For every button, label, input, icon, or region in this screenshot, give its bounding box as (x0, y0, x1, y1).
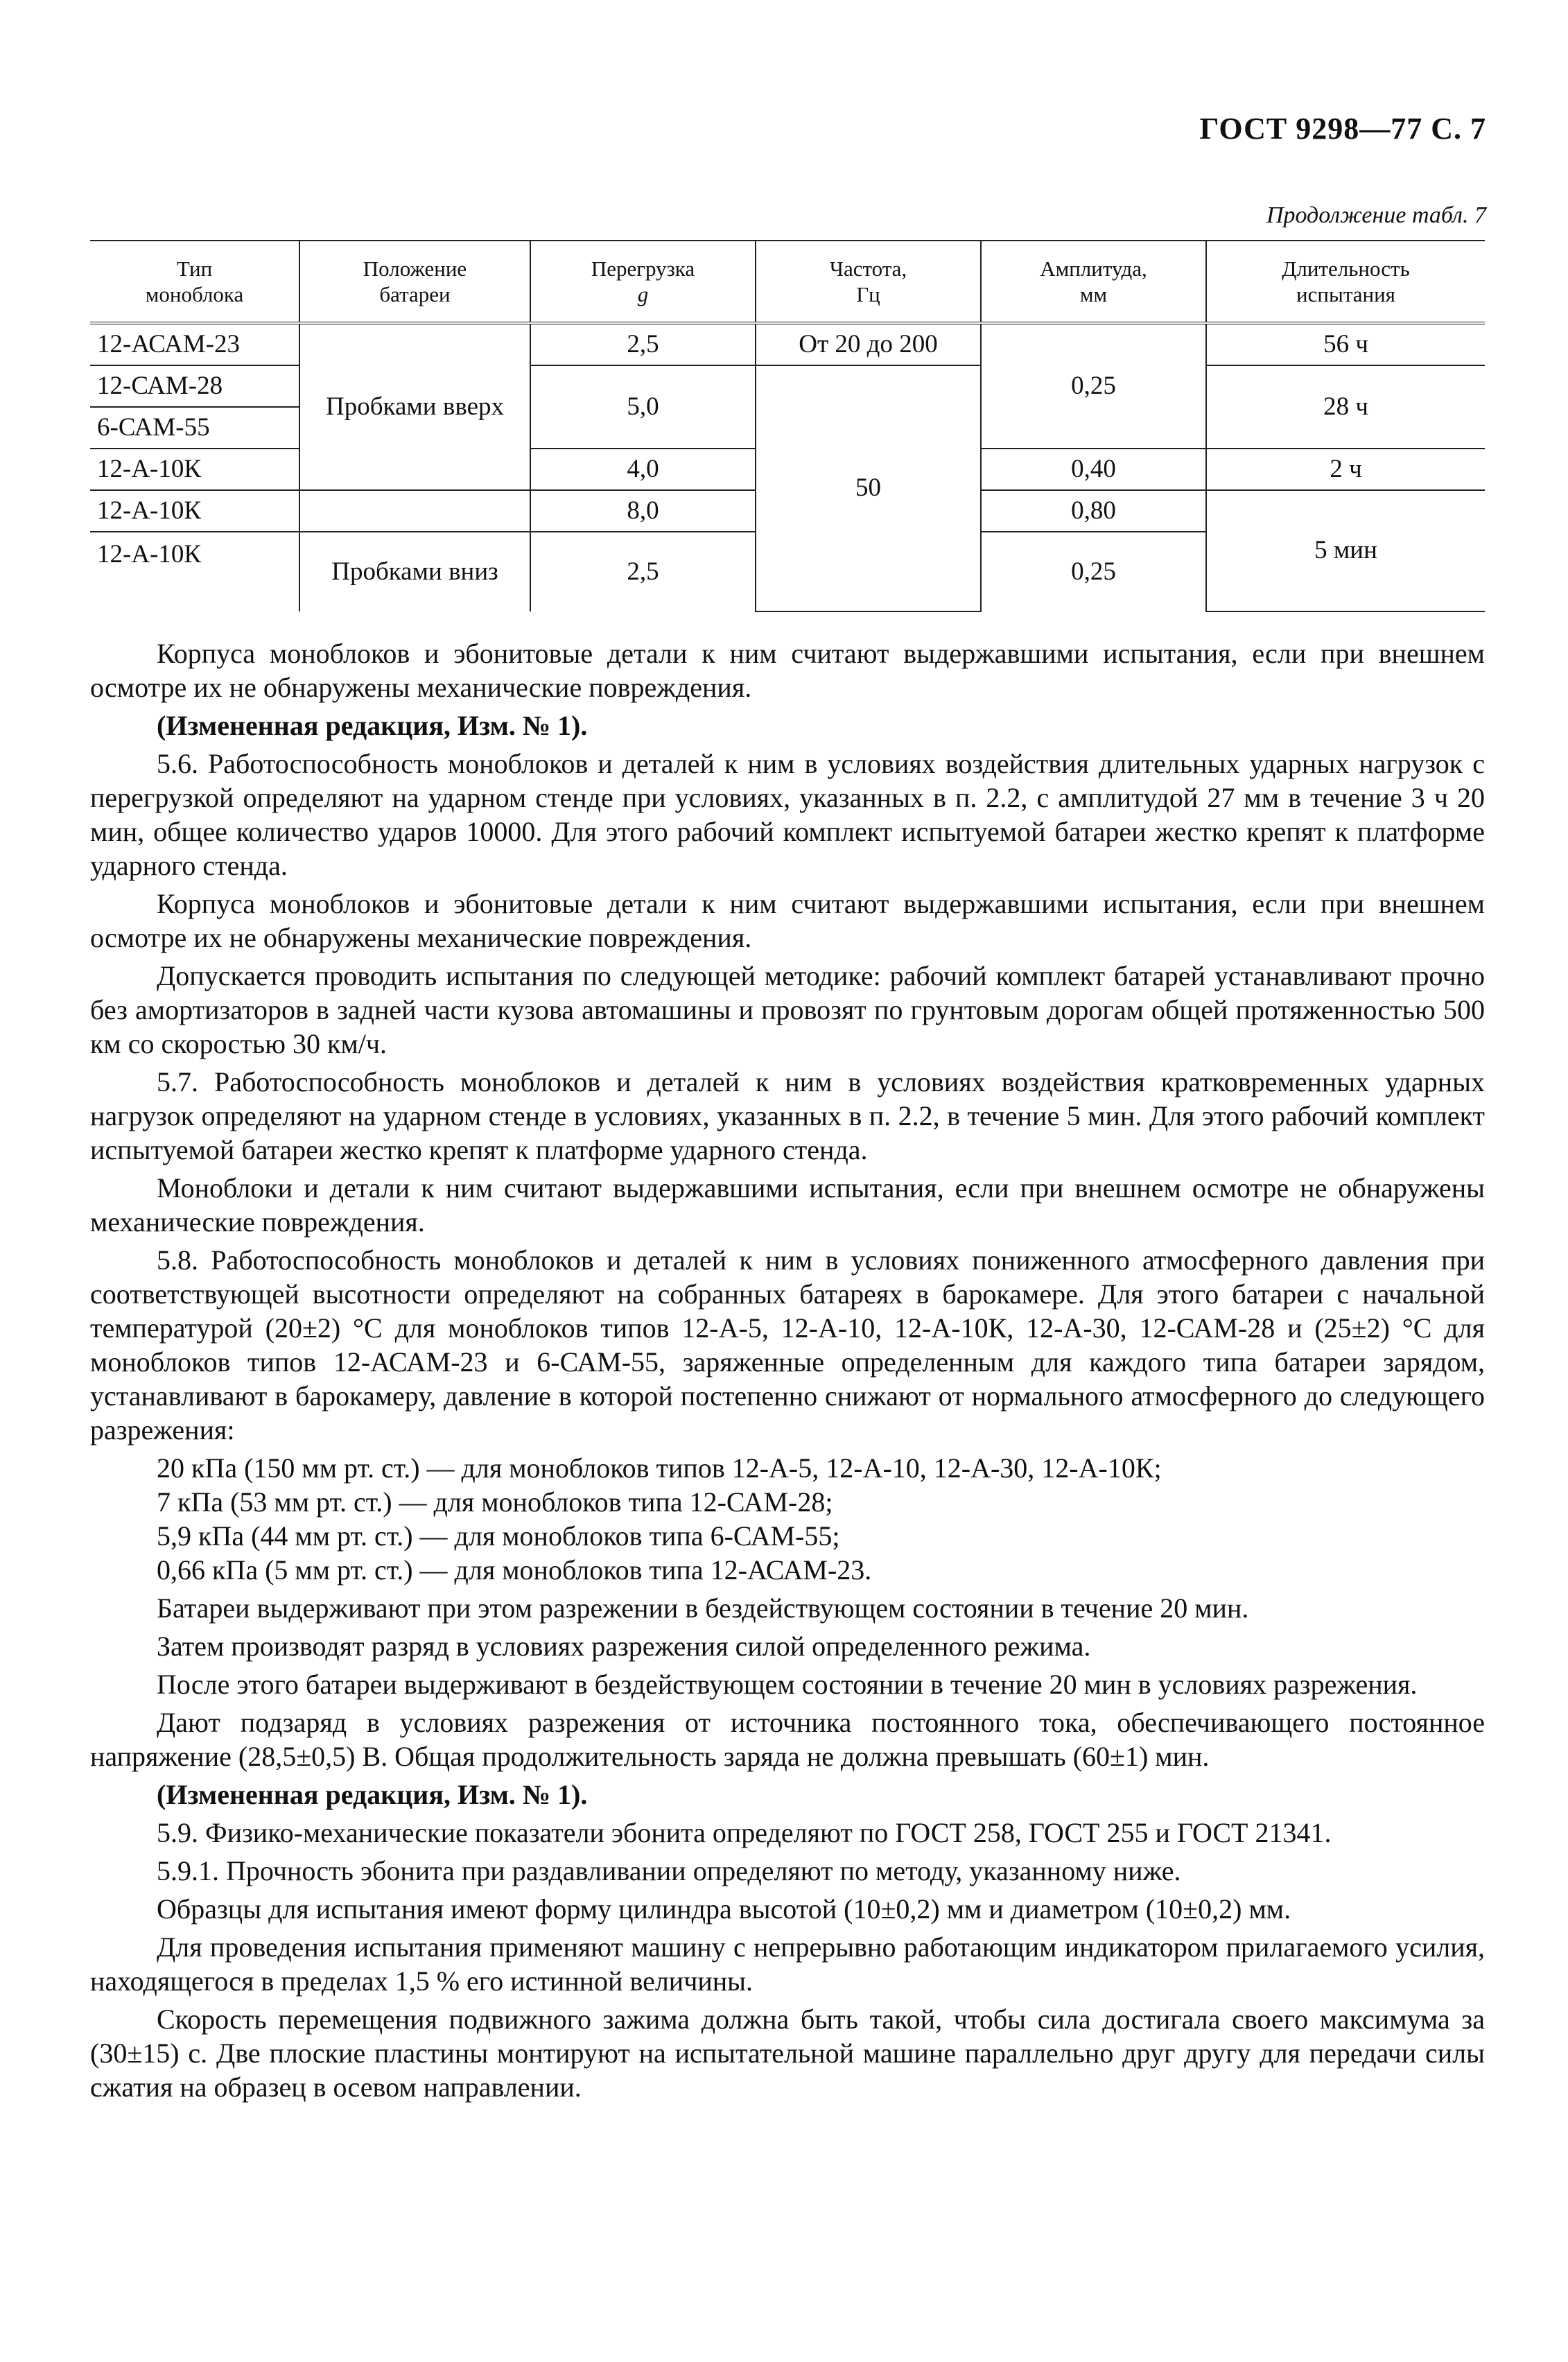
cell-overload: 8,0 (530, 490, 756, 532)
cell-frequency: От 20 до 200 (756, 323, 981, 365)
cell-overload: 2,5 (530, 323, 756, 365)
cell-overload: 5,0 (530, 365, 756, 449)
paragraph: Корпуса моноблоков и эбонитовые детали к ним считают выдержавшими испытания, если при внешнем осмотре их не обнаружены механические повреждения. (90, 888, 1485, 953)
cell-type: 6-САМ-55 (90, 407, 299, 449)
paragraph: Допускается проводить испытания по следующей методике: рабочий комплект батарей устанавливают прочно без амортизаторов в задней части кузова автомашины и провозят по грунтовым дорогам общей протяженностью 500 км со скоростью 30 км/ч. (90, 960, 1485, 1059)
cell-position-empty (299, 490, 530, 532)
paragraph: Затем производят разряд в условиях разрежения силой определенного режима. (157, 1631, 1091, 1662)
paragraph: 5.7. Работоспособность моноблоков и деталей к ним в условиях воздействия кратковременных ударных нагрузок определяют на ударном стенде в условиях, указанных в п. 2.2, в течение 5 мин. Для этого рабочий комплект испытуемой батареи жестко крепят к платформе ударного стенда. (90, 1066, 1485, 1165)
cell-frequency: 50 (756, 365, 981, 611)
col-header-duration: Длительность испытания (1206, 241, 1485, 323)
amendment-note: (Измененная редакция, Изм. № 1). (157, 710, 588, 741)
cell-overload: 2,5 (530, 532, 756, 611)
cell-position: Пробками вниз (299, 532, 530, 611)
paragraph: Моноблоки и детали к ним считают выдержавшими испытания, если при внешнем осмотре не обнаружены механические повреждения. (90, 1172, 1485, 1238)
list-item: 20 кПа (150 мм рт. ст.) — для моноблоков типов 12-А-5, 12-А-10, 12-А-30, 12-А-10К; (157, 1452, 1162, 1484)
paragraph: Скорость перемещения подвижного зажима должна быть такой, чтобы сила достигала своего максимума за (30±15) с. Две плоские пластины монтируют на испытательной машине параллельно друг другу для передачи силы сжатия на образец в осевом направлении. (90, 2004, 1485, 2103)
paragraph: Корпуса моноблоков и эбонитовые детали к ним считают выдержавшими испытания, если при внешнем осмотре их не обнаружены механические повреждения. (90, 638, 1485, 703)
paragraph: Дают подзаряд в условиях разрежения от источника постоянного тока, обеспечивающего постоянное напряжение (28,5±0,5) В. Общая продолжительность заряда не должна превышать (60±1) мин. (90, 1707, 1485, 1772)
paragraph: После этого батареи выдерживают в бездействующем состоянии в течение 20 мин в условиях разрежения. (157, 1669, 1418, 1700)
paragraph: 5.9. Физико-механические показатели эбонита определяют по ГОСТ 258, ГОСТ 255 и ГОСТ 21341. (157, 1817, 1332, 1848)
cell-type: 12-САМ-28 (90, 365, 299, 407)
cell-type: 12-А-10К (90, 490, 299, 532)
cell-duration: 5 мин (1206, 490, 1485, 611)
cell-overload: 4,0 (530, 449, 756, 490)
cell-type: 12-АСАМ-23 (90, 323, 299, 365)
cell-duration: 56 ч (1206, 323, 1485, 365)
list-item: 5,9 кПа (44 мм рт. ст.) — для моноблоков типа 6-САМ-55; (157, 1520, 840, 1552)
table-header-row (90, 241, 1485, 323)
cell-duration: 2 ч (1206, 449, 1485, 490)
cell-amplitude: 0,40 (981, 449, 1206, 490)
table-caption: Продолжение табл. 7 (1266, 202, 1486, 228)
paragraph: Для проведения испытания применяют машину с непрерывно работающим индикатором прилагаемого усилия, находящегося в пределах 1,5 % его истинной величины. (90, 1931, 1485, 1997)
cell-type: 12-А-10К (90, 449, 299, 490)
col-header-overload: Перегрузка g (530, 241, 756, 323)
page-header: ГОСТ 9298—77 С. 7 (1199, 112, 1486, 146)
cell-amplitude: 0,25 (981, 532, 1206, 611)
cell-position: Пробками вверх (299, 323, 530, 490)
cell-duration: 28 ч (1206, 365, 1485, 449)
col-header-position: Положение батареи (299, 241, 530, 323)
body-text (90, 636, 1485, 2108)
paragraph: Батареи выдерживают при этом разрежении в бездействующем состоянии в течение 20 мин. (157, 1592, 1249, 1624)
cell-type: 12-А-10К (90, 532, 299, 611)
paragraph: Образцы для испытания имеют форму цилиндра высотой (10±0,2) мм и диаметром (10±0,2) мм. (157, 1893, 1291, 1925)
table-row (90, 365, 1485, 407)
list-item: 0,66 кПа (5 мм рт. ст.) — для моноблоков типа 12-АСАМ-23. (157, 1554, 872, 1586)
col-header-frequency: Частота, Гц (756, 241, 981, 323)
col-header-amplitude: Амплитуда, мм (981, 241, 1206, 323)
table-row (90, 323, 1485, 365)
amendment-note: (Измененная редакция, Изм. № 1). (157, 1779, 588, 1810)
list-item: 7 кПа (53 мм рт. ст.) — для моноблоков типа 12-САМ-28; (157, 1486, 833, 1518)
paragraph: 5.9.1. Прочность эбонита при раздавливании определяют по методу, указанному ниже. (157, 1855, 1181, 1886)
paragraph: 5.6. Работоспособность моноблоков и деталей к ним в условиях воздействия длительных ударных нагрузок с перегрузкой определяют на ударном стенде при условиях, указанных в п. 2.2, с амплитудой 27 мм в течение 3 ч 20 мин, общее количество ударов 10000. Для этого рабочий комплект испытуемой батареи жестко крепят к платформе ударного стенда. (90, 748, 1485, 881)
test-parameters-table (90, 240, 1485, 612)
paragraph: 5.8. Работоспособность моноблоков и деталей к ним в условиях пониженного атмосферного давления при соответствующей высотности определяют на собранных батареях в барокамере. Для этого батареи с начальной температурой (20±2) °С для моноблоков типов 12-А-5, 12-А-10, 12-А-10К, 12-А-30, 12-САМ-28 и (25±2) °С для моноблоков типов 12-АСАМ-23 и 6-САМ-55, заряженные определенным для каждого типа батареи зарядом, устанавливают в барокамеру, давление в которой постепенно снижают от нормального атмосферного до следующего разрежения: (90, 1244, 1485, 1445)
cell-amplitude: 0,80 (981, 490, 1206, 532)
col-header-type: Тип моноблока (90, 241, 299, 323)
cell-amplitude: 0,25 (981, 323, 1206, 449)
